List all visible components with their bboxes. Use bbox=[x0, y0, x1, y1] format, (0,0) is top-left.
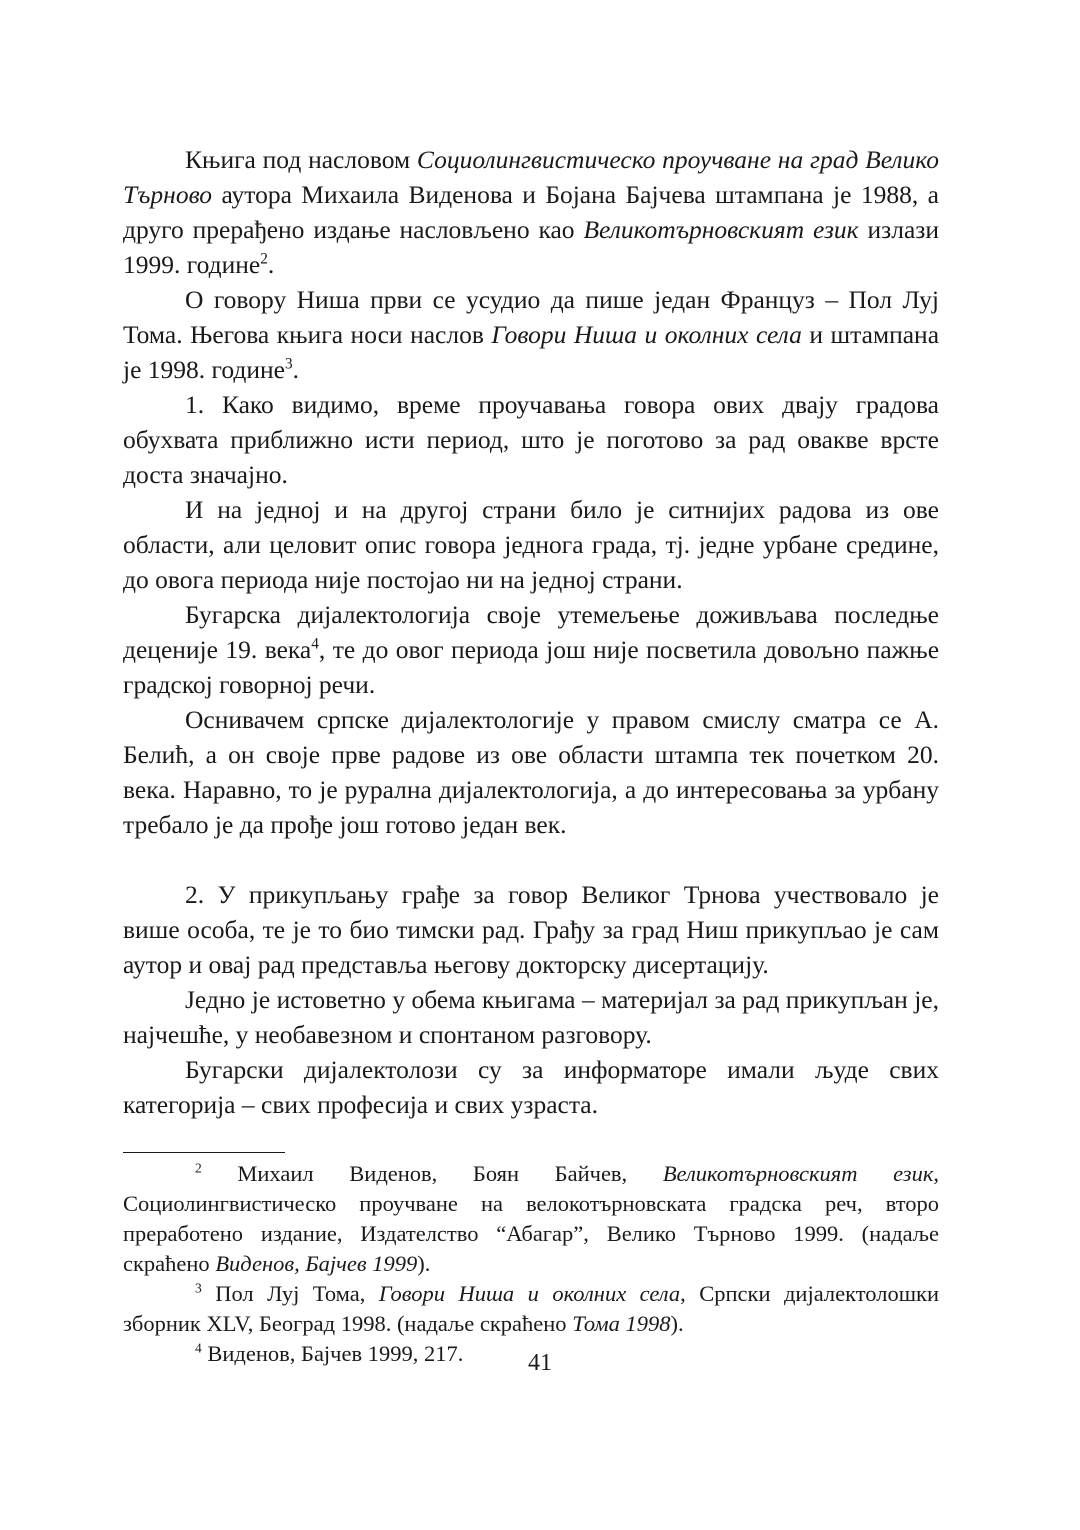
footnotes bbox=[123, 1159, 939, 1369]
paragraph: Оснивачем српске дијалектологије у правом смислу сматра се А. Белић, а он своје прве радове из ове области штампа тек почетком 20. века. Наравно, то је рурална дијалектологија, а до интересовања за урбану требало је да прође још готово један век. bbox=[123, 705, 939, 839]
book-title: Великотърновският език bbox=[583, 215, 859, 244]
main-text bbox=[123, 142, 939, 1122]
footnote-divider bbox=[123, 1152, 285, 1153]
paragraph: Бугарски дијалектолози су за информаторе имали људе свих категорија – свих професија и свих узраста. bbox=[123, 1055, 939, 1119]
paragraph: Једно је истоветно у обема књигама – материјал за рад прикупљан је, најчешће, у необавезном и спонтаном разговору. bbox=[123, 985, 939, 1049]
paragraph: 1. Како видимо, време проучавања говора ових двају градова обухвата приближно исти период, што је поготово за рад овакве врсте доста значајно. bbox=[123, 390, 939, 489]
page-number: 41 bbox=[528, 1350, 552, 1376]
footnote-ref: 2 bbox=[260, 250, 268, 268]
book-title: Говори Ниша и околних села bbox=[491, 320, 802, 349]
footnote: $^2$ Михаил Виденов, Боян Байчев, Великотърновският език, Социолингвистическо проучване на велокотърновската градска реч, второ преработено издание, Издателство “Абагар”, Велико Търново 1999. (надаље скраћено Виденов, Бајчев 1999). bbox=[123, 1160, 939, 1276]
footnote-ref: 4 bbox=[311, 635, 319, 653]
book-title: Социолингвистическо проучване на град Велико Търново bbox=[123, 145, 939, 209]
footnote: $^4$ Виденов, Бајчев 1999, 217. bbox=[195, 1340, 464, 1366]
footnote-ref: 3 bbox=[284, 355, 293, 373]
paragraph: 2. У прикупљању грађе за говор Великог Трнова учествовало је више особа, те је то био тимски рад. Грађу за град Ниш прикупљао је сам аутор и овај рад представља његову докторску дисертацију. bbox=[123, 880, 939, 979]
footnote-number: 2 bbox=[195, 1160, 202, 1176]
paragraph: И на једној и на другој страни било је ситнијих радова из ове области, али целовит опис говора једнога града, тј. једне урбане средине, до овога периода није постојао ни на једној страни. bbox=[123, 495, 939, 594]
paragraph: О говору Ниша први се усудио да пише један Француз – Пол Луј Тома. Његова књига носи наслов Говори Ниша и околних села и штампана је 1998. године$^3$. bbox=[123, 285, 940, 384]
footnote-number: 4 bbox=[195, 1340, 202, 1356]
paragraph: Бугарска дијалектологија своје утемељење доживљава последње деценије 19. века$^4$, те до овог периода још није посветила довољно пажње градској говорној речи. bbox=[123, 600, 940, 699]
footnote: $^3$ Пол Луј Тома, Говори Ниша и околних села, Српски дијалектолошки зборник XLV, Београд 1998. (надаље скраћено Тома 1998). bbox=[123, 1280, 939, 1336]
paragraph: Књига под насловом Социолингвистическо проучване на град Велико Търново аутора Михаила Виденова и Бојана Бајчева штампана је 1988, а друго прерађено издање насловљено као Великотърновският език излази 1999. године$^2$. bbox=[123, 145, 940, 279]
footnote-number: 3 bbox=[195, 1280, 202, 1296]
